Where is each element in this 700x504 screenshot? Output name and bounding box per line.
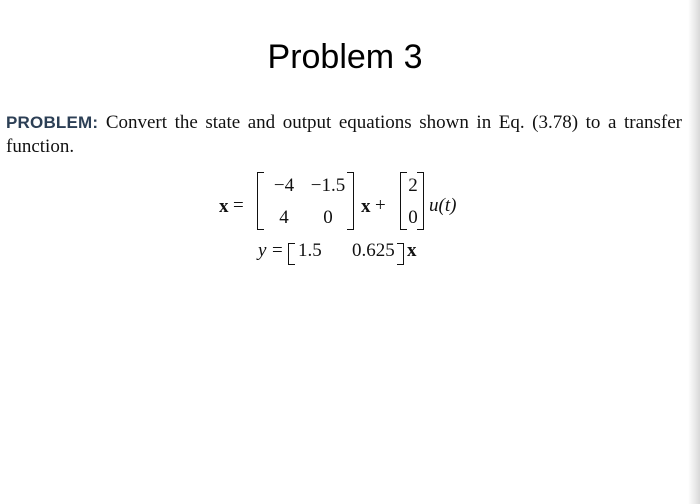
equals-sign: = xyxy=(272,240,283,261)
state-vector-lhs: x xyxy=(219,196,229,217)
matrix-c-right-bracket xyxy=(397,243,404,265)
problem-statement xyxy=(6,111,682,159)
matrix-c-cell: 0.625 xyxy=(352,240,395,261)
page-title: Problem 3 xyxy=(267,38,423,76)
output-variable: y xyxy=(258,240,267,261)
input-signal: u(t) xyxy=(429,195,457,216)
problem-text: Convert the state and output equations shown in Eq. (3.78) to a transfer function. xyxy=(6,112,683,157)
matrix-a-cell: 0 xyxy=(323,207,333,228)
matrix-c-cell: 1.5 xyxy=(298,240,322,261)
matrix-a-cell: 4 xyxy=(279,207,289,228)
plus-sign: + xyxy=(375,195,386,216)
matrix-a-cell: −4 xyxy=(273,175,295,196)
matrix-a-left-bracket xyxy=(257,172,264,230)
vector-b-cell: 0 xyxy=(408,207,418,228)
state-vector: x xyxy=(361,196,371,217)
equals-sign: = xyxy=(233,195,244,216)
problem-label: PROBLEM: xyxy=(6,113,99,132)
matrix-c-left-bracket xyxy=(288,243,295,265)
matrix-a-cell: −1.5 xyxy=(310,175,346,196)
state-vector: x xyxy=(407,240,417,261)
vector-b-cell: 2 xyxy=(408,175,418,196)
